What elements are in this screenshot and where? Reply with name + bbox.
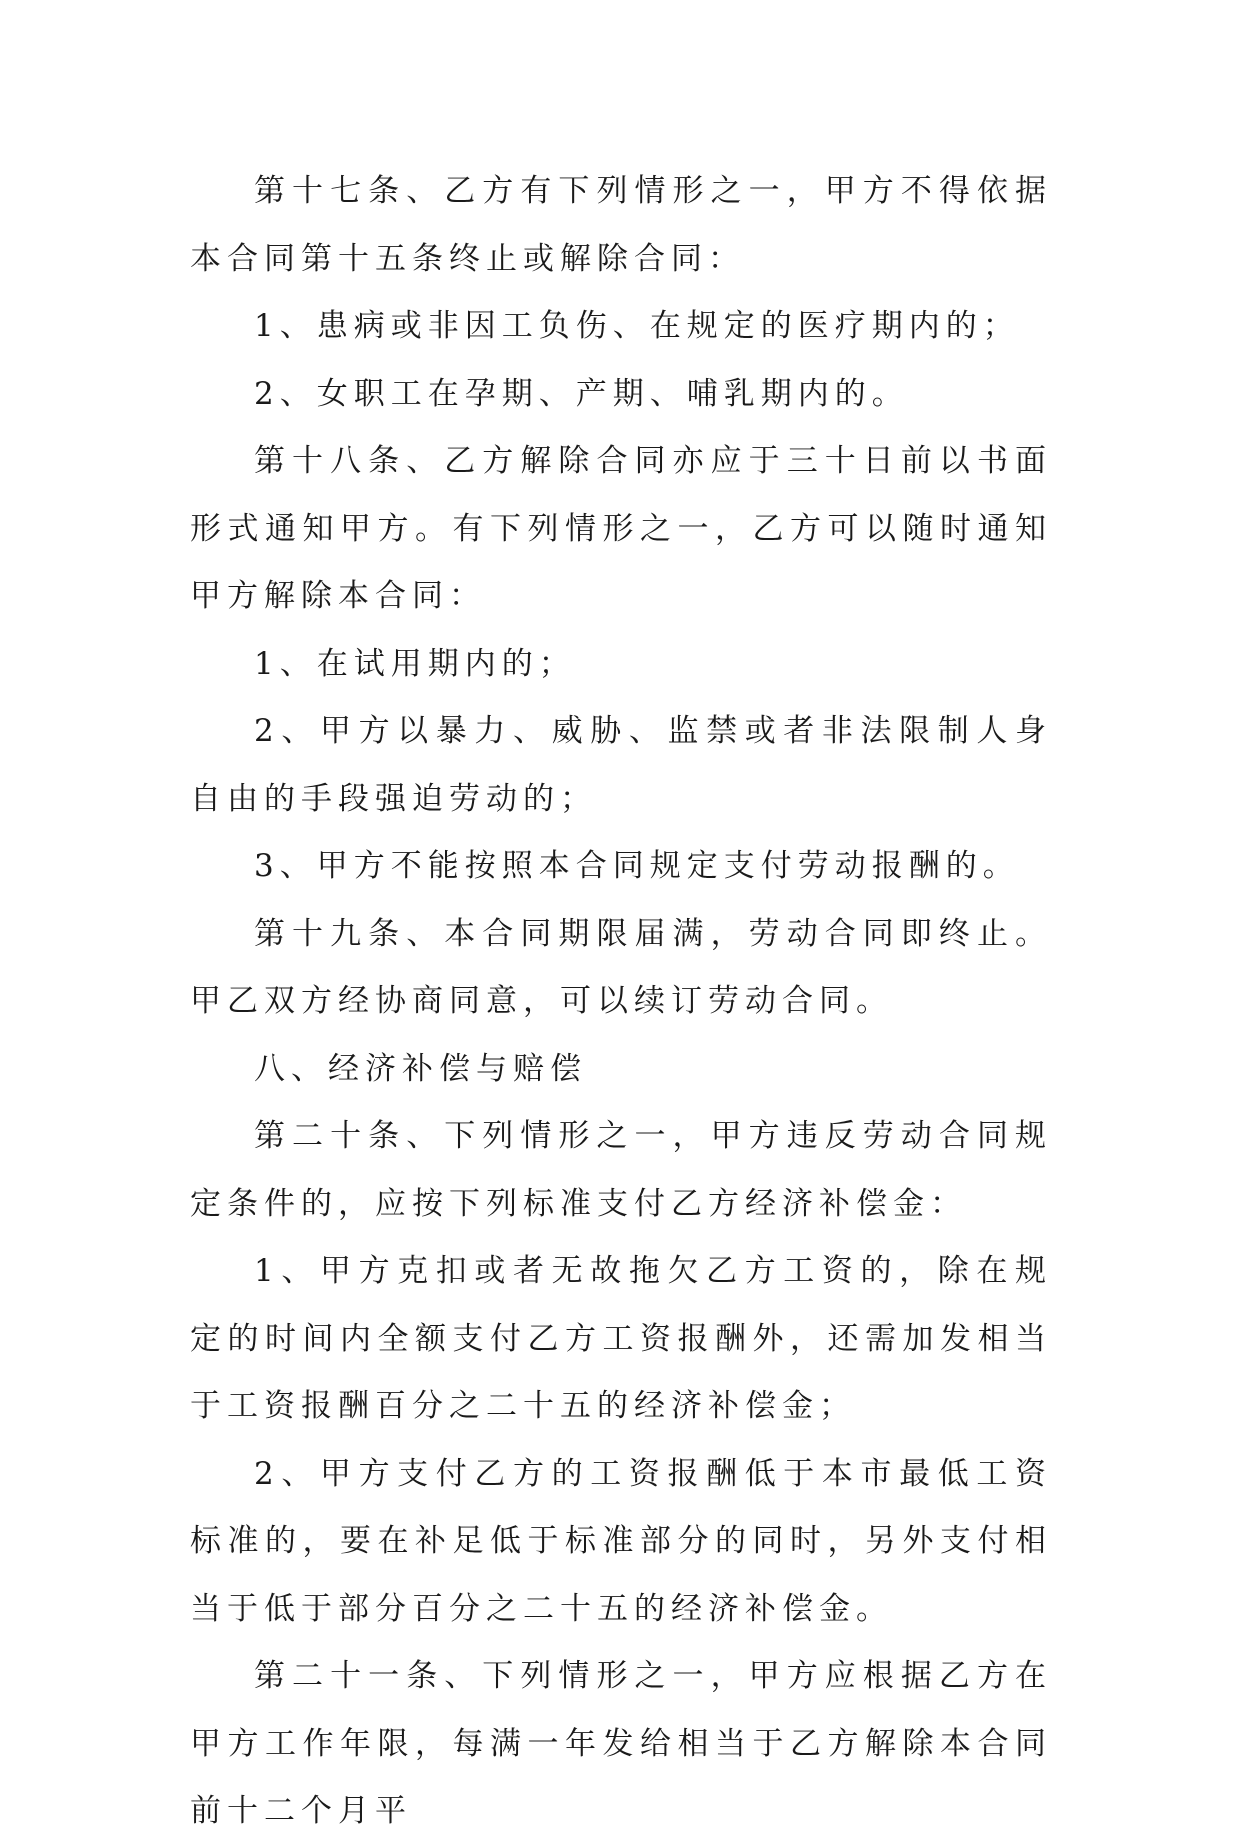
paragraph-article-19: 第十九条、本合同期限届满，劳动合同即终止。甲乙双方经协商同意，可以续订劳动合同。 (190, 915, 1052, 1019)
paragraph-article-20-item-1: 1、甲方克扣或者无故拖欠乙方工资的，除在规定的时间内全额支付乙方工资报酬外，还需加发相当于工资报酬百分之二十五的经济补偿金； (190, 1253, 1052, 1424)
paragraph-article-17-item-1: 1、患病或非因工负伤、在规定的医疗期内的； (254, 308, 1020, 344)
paragraph-article-18-item-3: 3、甲方不能按照本合同规定支付劳动报酬的。 (254, 848, 1020, 884)
section-heading-compensation: 八、经济补偿与赔偿 (254, 1050, 587, 1087)
paragraph-article-21: 第二十一条、下列情形之一，甲方应根据乙方在甲方工作年限，每满一年发给相当于乙方解除本合同前十二个月平 (190, 1658, 1052, 1829)
paragraph-article-18: 第十八条、乙方解除合同亦应于三十日前以书面形式通知甲方。有下列情形之一，乙方可以随时通知甲方解除本合同： (190, 443, 1052, 614)
paragraph-article-20-item-2: 2、甲方支付乙方的工资报酬低于本市最低工资标准的，要在补足低于标准部分的同时，另外支付相当于低于部分百分之二十五的经济补偿金。 (190, 1455, 1052, 1627)
paragraph-article-17-item-2: 2、女职工在孕期、产期、哺乳期内的。 (254, 375, 909, 412)
paragraph-article-18-item-2: 2、甲方以暴力、威胁、监禁或者非法限制人身自由的手段强迫劳动的； (190, 713, 1052, 817)
paragraph-article-17: 第十七条、乙方有下列情形之一，甲方不得依据本合同第十五条终止或解除合同： (190, 173, 1052, 277)
document-body (190, 158, 1052, 1846)
paragraph-article-18-item-1: 1、在试用期内的； (254, 645, 576, 682)
paragraph-article-20: 第二十条、下列情形之一，甲方违反劳动合同规定条件的，应按下列标准支付乙方经济补偿金： (190, 1118, 1052, 1222)
